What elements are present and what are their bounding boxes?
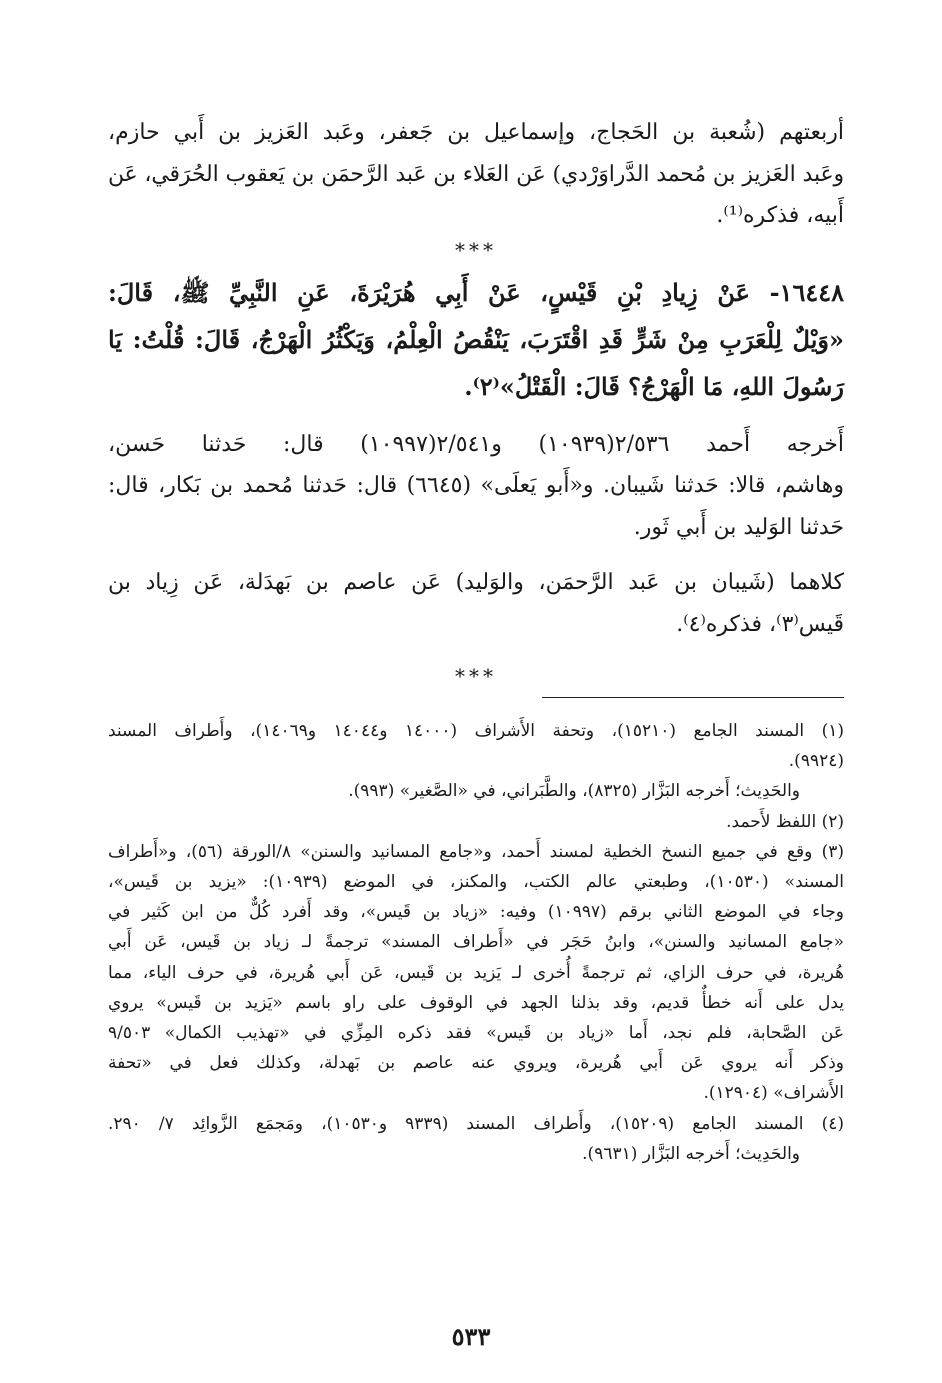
footnote-3-cont: وذكر أَنه يروي عَن أَبي هُريرة، ويروي عنه عاصم بن بَهدلة، وكذلك فعل في «تحفة — [108, 1053, 844, 1074]
text-line: أربعتهم (شُعبة بن الحَجاج، وإسماعيل بن جَعفر، وعَبد العَزيز بن أَبي حازم، — [108, 120, 844, 145]
section-separator: *** — [455, 237, 497, 262]
hadith-line: ١٦٤٤٨- عَنْ زِيادِ بْنِ قَيْسٍ، عَنْ أَبِي هُرَيْرَةَ، عَنِ النَّبِيِّ ﷺ، قَالَ: — [108, 277, 844, 307]
footnote-1-sub: والحَدِيث؛ أَخرجه البَزَّار (٨٣٢٥)، والطَّبَراني، في «الصَّغير» (٩٩٣). — [348, 781, 800, 802]
footnote-1-cont: (٩٩٢٤). — [788, 751, 844, 772]
footnote-4: (٤) المسند الجامع (١٥٢٠٩)، وأَطراف المسند (٩٣٣٩ و١٠٥٣٠)، ومَجمَع الزَّوائِد ٧/ ٢٩٠. — [108, 1113, 844, 1134]
hadith-line: رَسُولَ اللهِ، مَا الْهَرْجُ؟ قَالَ: الْقَتْلُ»⁽٢⁾. — [464, 371, 844, 401]
text-line: كلاهما (شَيبان بن عَبد الرَّحمَن، والوَليد) عَن عاصم بن بَهدَلة، عَن زِياد بن — [108, 570, 844, 595]
intro-paragraph — [108, 112, 844, 237]
footnote-3: (٣) وقع في جميع النسخ الخطية لمسند أَحمد، و«جامع المسانيد والسنن» ٨/الورقة (٥٦)، و«أَطراف — [108, 841, 844, 862]
takhrij-paragraph — [108, 424, 844, 549]
text-line: أَخرجه أَحمد ٢/٥٣٦(١٠٩٣٩) و٢/٥٤١(١٠٩٩٧) قال: حَدثنا حَسن، — [108, 431, 844, 457]
footnotes — [108, 716, 844, 1169]
footnote-1: (١) المسند الجامع (١٥٢١٠)، وتحفة الأَشراف (١٤٠٠٠ و١٤٠٤٤ و١٤٠٦٩)، وأَطراف المسند — [108, 721, 844, 741]
footnote-3-cont: المسند» (١٠٥٣٠)، وطبعتي عالم الكتب، والمكنز، في الموضع (١٠٩٣٩): «يزيد بن قَيس»، — [108, 872, 845, 893]
footnote-3-cont: عَن الصَّحابة، فلم نجد، أَما «زياد بن قَيس» فقد ذكره المِزِّي في «تهذيب الكمال» ٩/٥٠٣ — [108, 1023, 844, 1044]
main-text — [108, 112, 844, 691]
kilahuma-paragraph — [108, 562, 844, 645]
section-separator: *** — [455, 664, 497, 688]
footnote-3-cont: «جامع المسانيد والسنن»، وابنُ حَجَر في «أَطراف المسند» ترجمةً لـ زياد بن قَيس، عَن أَبي — [108, 932, 844, 953]
text-line: حَدثنا الوَليد بن أَبي ثَور. — [633, 514, 844, 540]
footnote-3-cont: الأَشراف» (١٢٩٠٤). — [703, 1083, 844, 1104]
page-number: ٥٣٣ — [451, 1322, 491, 1351]
hadith-text — [108, 269, 844, 410]
footnote-3-cont: هُريرة، في حرف الزاي، ثم ترجمةً أُخرى لـ يَزيد بن قَيس، عَن أَبي هُريرة، في حرف الياء، مما — [108, 962, 844, 983]
text-line: وعَبد العَزيز بن مُحمد الدَّراوَرْدي) عَن العَلاء بن عَبد الرَّحمَن بن يَعقوب الحُرَقي، عَن — [107, 161, 844, 187]
text-line: أَبيه، فذكره⁽¹⁾. — [716, 203, 844, 228]
footnote-4-sub: والحَدِيث؛ أَخرجه البَزَّار (٩٦٣١). — [582, 1143, 800, 1164]
hadith-line: «وَيْلٌ لِلْعَرَبِ مِنْ شَرٍّ قَدِ اقْتَرَبَ، يَنْقُصُ الْعِلْمُ، وَيَكْثُرُ الْهَرْجُ، قَالَ: قُلْتُ: يَا — [108, 324, 844, 354]
footnote-2: (٢) اللفظ لأَحمد. — [726, 811, 844, 832]
footnote-3-cont: يدل على أَنه خطأٌ قديم، وقد بذلنا الجهد في الوقوف على راو باسم «يَزيد بن قَيس» يروي — [108, 992, 844, 1013]
footnote-3-cont: وجاء في الموضع الثاني برقم (١٠٩٩٧) وفيه: «زياد بن قَيس»، وقد أَفرد كُلٌّ من ابن كَثير في — [108, 902, 845, 923]
text-line: وهاشم، قالا: حَدثنا شَيبان. و«أَبو يَعلَى» (٦٦٤٥) قال: حَدثنا مُحمد بن بَكار، قال: — [108, 473, 844, 498]
footnote-divider — [542, 697, 844, 698]
text-line: قَيس⁽٣⁾، فذكره⁽٤⁾. — [676, 611, 844, 637]
